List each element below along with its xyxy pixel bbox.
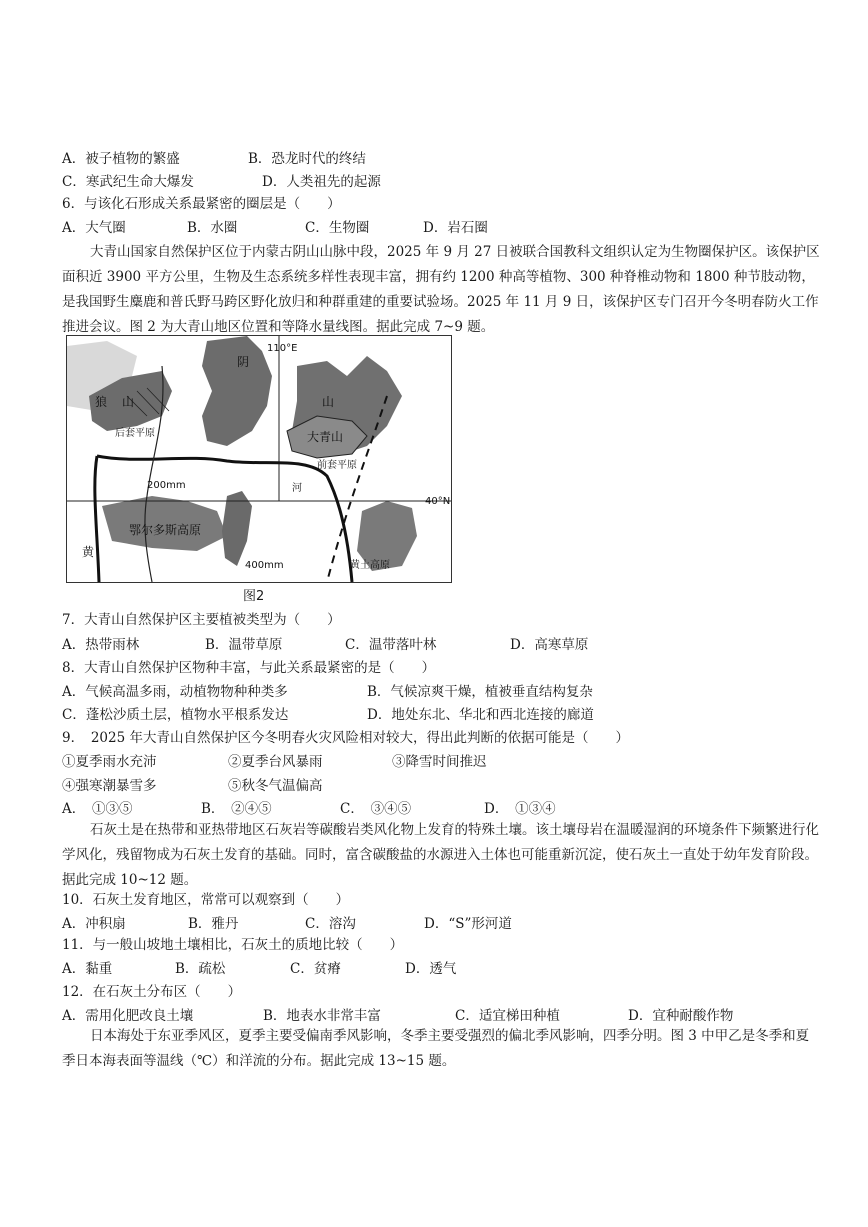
q9-option-c: C． ③④⑤ [340, 801, 412, 817]
q6-option-b: B．水圈 [187, 220, 238, 236]
map-label-houtao: 后套平原 [115, 428, 155, 439]
q9-item-2: ②夏季台风暴雨 [228, 754, 323, 770]
q12-option-b: B．地表水非常丰富 [263, 1008, 381, 1024]
q12-option-a: A．需用化肥改良土壤 [62, 1008, 194, 1024]
q11-option-d: D．透气 [405, 961, 457, 977]
q10-option-a: A．冲积扇 [62, 916, 126, 932]
q9-option-a: A． ①③⑤ [62, 801, 133, 817]
q9-option-b: B． ②④⑤ [201, 801, 272, 817]
map-label-huang: 黄 [82, 545, 95, 559]
map-label-yin: 阴 [237, 355, 250, 369]
longitude-label: 110°E [267, 343, 298, 354]
q8-stem: 8．大青山自然保护区物种丰富，与此关系最紧密的是（ ） [62, 660, 436, 676]
q11-option-c: C．贫瘠 [290, 961, 341, 977]
q8-option-c: C．蓬松沙质土层，植物水平根系发达 [62, 707, 289, 723]
map-label-shan-right: 山 [322, 395, 335, 409]
figure-2-map [66, 335, 452, 583]
q12-option-d: D．宜种耐酸作物 [628, 1008, 734, 1024]
q7-option-b: B．温带草原 [205, 637, 283, 653]
q12-stem: 12．在石灰土分布区（ ） [62, 984, 242, 1000]
map-label-ordos: 鄂尔多斯高原 [129, 523, 202, 537]
map-label-shan-left: 山 [122, 395, 135, 409]
q7-stem: 7．大青山自然保护区主要植被类型为（ ） [62, 612, 341, 628]
q11-option-a: A．黏重 [62, 961, 113, 977]
q5-option-b: B．恐龙时代的终结 [248, 151, 366, 167]
q8-option-a: A．气候高温多雨，动植物物种种类多 [62, 684, 288, 700]
q11-option-b: B．疏松 [175, 961, 226, 977]
figure-caption: 图2 [243, 589, 265, 604]
map-label-lang: 狼 [95, 395, 108, 409]
q10-stem: 10．石灰土发育地区，常常可以观察到（ ） [62, 892, 350, 908]
q7-option-a: A．热带雨林 [62, 637, 140, 653]
q9-item-5: ⑤秋冬气温偏高 [228, 778, 323, 794]
latitude-label: 40°N [425, 496, 451, 507]
map-label-iso400: 400mm [245, 560, 284, 571]
q10-option-d: D．“S”形河道 [424, 916, 512, 932]
passage-japan-sea: 日本海处于东亚季风区，夏季主要受偏南季风影响，冬季主要受强烈的偏北季风影响，四季分明。图 3 中甲乙是冬季和夏季日本海表面等温线（℃）和洋流的分布。据此完成 13~15 题。 [62, 1028, 810, 1069]
q6-option-c: C．生物圈 [305, 220, 370, 236]
map-label-loess: 黄土高原 [350, 560, 390, 571]
q9-stem: 9． 2025 年大青山自然保护区今冬明春火灾风险相对较大，得出此判断的依据可能是（ ） [62, 730, 629, 746]
q5-option-a: A．被子植物的繁盛 [62, 151, 180, 167]
q11-stem: 11．与一般山坡地土壤相比，石灰土的质地比较（ ） [62, 937, 404, 953]
q9-option-d: D． ①③④ [484, 801, 556, 817]
map-label-he: 河 [292, 483, 302, 494]
q10-option-c: C．溶沟 [305, 916, 356, 932]
q10-option-b: B．雅丹 [188, 916, 239, 932]
map-label-daqingshan: 大青山 [307, 430, 344, 444]
q8-option-d: D．地处东北、华北和西北连接的廊道 [367, 707, 594, 723]
q8-option-b: B．气候凉爽干燥，植被垂直结构复杂 [367, 684, 593, 700]
q6-option-d: D．岩石圈 [423, 220, 488, 236]
q6-stem: 6．与该化石形成关系最紧密的圈层是（ ） [62, 196, 341, 212]
passage-limestone-soil: 石灰土是在热带和亚热带地区石灰岩等碳酸岩类风化物上发育的特殊土壤。该土壤母岩在温暖湿润的环境条件下频繁进行化学风化，残留物成为石灰土发育的基础。同时，富含碳酸盐的水源进入土体也可能重新沉淀，使石灰土一直处于幼年发育阶段。据此完成 10~12 题。 [62, 822, 819, 888]
passage-daqingshan: 大青山国家自然保护区位于内蒙古阴山山脉中段，2025 年 9 月 27 日被联合国教科文组织认定为生物圈保护区。该保护区面积近 3900 平方公里，生物及生态系统多样性表现丰富，拥有约 1200 种高等植物、300 种脊椎动物和 1800 种节肢动物，是我国野生麋鹿和普氏野马跨区野化放归和种群重建的重要试验场。2025 年 11 月 9 日，该保护区专门召开今冬明春防火工作推进会议。图 2 为大青山地区位置和等降水量线图。据此完成 7~9 题。 [62, 244, 820, 335]
q6-option-a: A．大气圈 [62, 220, 126, 236]
q5-option-c: C．寒武纪生命大爆发 [62, 174, 194, 190]
q9-item-3: ③降雪时间推迟 [392, 754, 487, 770]
map-label-iso200: 200mm [147, 480, 186, 491]
q12-option-c: C．适宜梯田种植 [455, 1008, 560, 1024]
q7-option-d: D．高寒草原 [510, 637, 589, 653]
q5-option-d: D．人类祖先的起源 [262, 174, 381, 190]
q7-option-c: C．温带落叶林 [345, 637, 437, 653]
q9-item-4: ④强寒潮暴雪多 [62, 778, 157, 794]
map-label-qiantao: 前套平原 [317, 460, 357, 471]
q9-item-1: ①夏季雨水充沛 [62, 754, 157, 770]
